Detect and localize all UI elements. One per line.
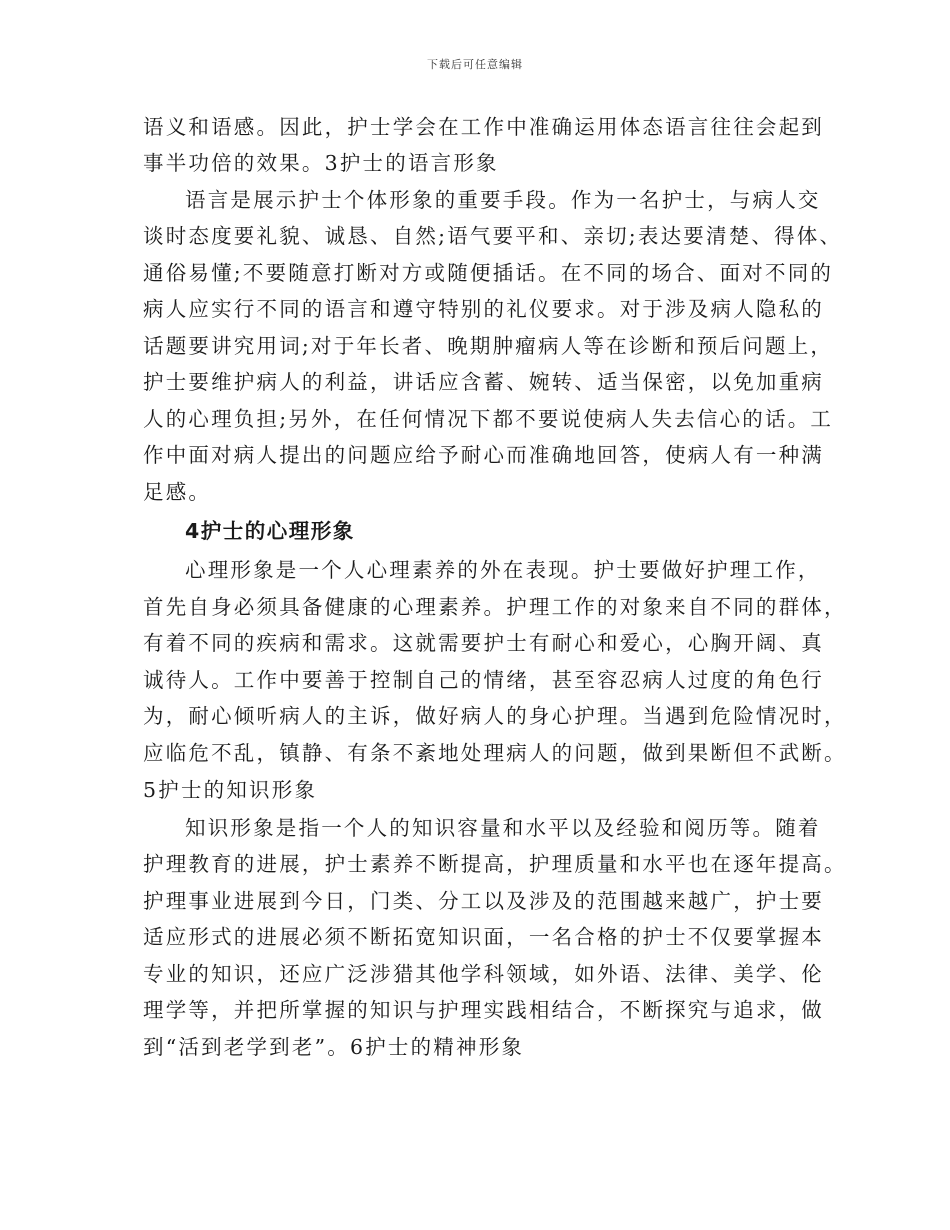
text-line: 适应形式的进展必须不断拓宽知识面，一名合格的护士不仅要掌握本 [143, 925, 824, 949]
text-line: 诚待人。工作中要善于控制自己的情绪，甚至容忍病人过度的角色行 [143, 668, 824, 692]
text-line: 护理教育的进展，护士素养不断提高，护理质量和水平也在逐年提高。 [143, 852, 847, 876]
text-line: 首先自身必须具备健康的心理素养。护理工作的对象来自不同的群体， [143, 595, 847, 619]
section-heading: 4护士的心理形象 [185, 519, 355, 543]
text-line: 护士要维护病人的利益，讲话应含蓄、婉转、适当保密，以免加重病 [143, 370, 824, 394]
text-line: 人的心理负担;另外，在任何情况下都不要说使病人失去信心的话。工 [143, 407, 834, 431]
text-line: 谈时态度要礼貌、诚恳、自然;语气要平和、亲切;表达要清楚、得体、 [143, 224, 843, 248]
text-line: 话题要讲究用词;对于年长者、晚期肿瘤病人等在诊断和预后问题上， [143, 334, 834, 358]
paragraph-start-line: 语言是展示护士个体形象的重要手段。作为一名护士，与病人交 [185, 188, 821, 212]
text-line: 作中面对病人提出的问题应给予耐心而准确地回答，使病人有一种满 [143, 443, 824, 467]
text-line: 有着不同的疾病和需求。这就需要护士有耐心和爱心，心胸开阔、真 [143, 631, 824, 655]
text-line: 应临危不乱，镇静、有条不紊地处理病人的问题，做到果断但不武断。 [143, 741, 847, 765]
text-line: 语义和语感。因此，护士学会在工作中准确运用体态语言往往会起到 [143, 115, 824, 139]
text-line: 护理事业进展到今日，门类、分工以及涉及的范围越来越广，护士要 [143, 889, 824, 913]
paragraph-start-line: 心理形象是一个人心理素养的外在表现。护士要做好护理工作， [185, 558, 821, 582]
text-line: 足感。 [143, 480, 212, 504]
page-header: 下载后可任意编辑 [427, 58, 523, 71]
text-line: 理学等，并把所掌握的知识与护理实践相结合，不断探究与追求，做 [143, 998, 824, 1022]
text-line: 通俗易懂;不要随意打断对方或随便插话。在不同的场合、面对不同的 [143, 261, 834, 285]
text-line: 到“活到老学到老”。6护士的精神形象 [143, 1035, 525, 1059]
section-heading-inline: 5护士的知识形象 [143, 778, 318, 802]
text-line: 专业的知识，还应广泛涉猎其他学科领域，如外语、法律、美学、伦 [143, 962, 824, 986]
paragraph-start-line: 知识形象是指一个人的知识容量和水平以及经验和阅历等。随着 [185, 816, 821, 840]
text-line: 为，耐心倾听病人的主诉，做好病人的身心护理。当遇到危险情况时， [143, 704, 847, 728]
text-line: 病人应实行不同的语言和遵守特别的礼仪要求。对于涉及病人隐私的 [143, 297, 824, 321]
text-line: 事半功倍的效果。3护士的语言形象 [143, 151, 499, 175]
